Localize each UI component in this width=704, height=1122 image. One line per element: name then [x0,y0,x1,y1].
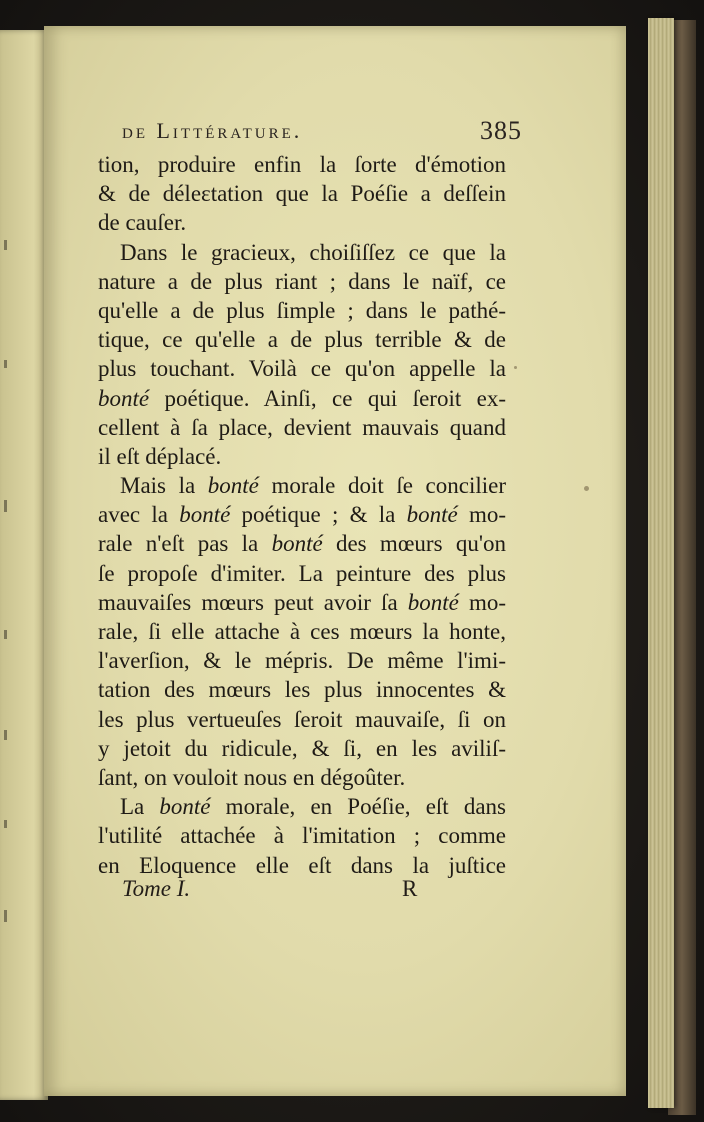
italic-term: bonté [407,589,459,615]
text-line: y jetoit du ridicule, & ſi, en les aviliſ- [98,735,506,761]
text-line: mauvaiſes mœurs peut avoir ſa bonté mo- [98,589,506,615]
text-line: avec la bonté poétique ; & la bonté mo- [98,502,506,528]
volume-signature: Tome I. [122,876,191,901]
italic-term: bonté [207,473,259,499]
body-text [98,150,506,880]
italic-term: bonté [271,531,323,557]
text-line: qu'elle a de plus ſimple ; dans le pathé- [98,297,506,323]
italic-term: bonté [406,502,458,528]
paragraph-start-line: Dans le gracieux, choiſiſſez ce que la [120,239,506,265]
text-line: nature a de plus riant ; dans le naïf, ce [98,268,506,294]
italic-term: bonté [98,385,150,411]
text-line: ſe propoſe d'imiter. La peinture des plus [98,560,506,586]
facing-page-edge [0,30,48,1100]
italic-term: bonté [159,794,211,820]
text-line: bonté poétique. Ainſi, ce qui ſeroit ex- [98,385,506,411]
foxing-spot [514,366,517,369]
text-line: cellent à ſa place, devient mauvais quand [98,414,506,440]
page-number: 385 [480,116,522,145]
paragraph-start-line: Mais la bonté morale doit ſe concilier [120,473,506,499]
text-line: rale n'eſt pas la bonté des mœurs qu'on [98,531,506,557]
text-line: tation des mœurs les plus innocentes & [98,677,506,703]
page-footer [122,876,422,908]
paragraph-start-line: La bonté morale, en Poéſie, eſt dans [120,794,507,820]
text-line: tion, produire enfin la ſorte d'émotion [98,152,506,177]
text-line: & de déleɛtation que la Poéſie a deſſein [98,181,506,207]
text-line: tique, ce qu'elle a de plus terrible & de [98,327,506,353]
text-line: rale, ſi elle attache à ces mœurs la honte, [98,619,506,644]
running-title: de Littérature. [122,118,303,143]
text-line: de cauſer. [98,210,187,236]
text-line: plus touchant. Voilà ce qu'on appelle la [98,356,506,382]
text-line: l'utilité attachée à l'imitation ; comme [98,823,506,849]
text-line: l'averſion, & le mépris. De même l'imi- [98,648,506,674]
page-header [122,118,522,148]
text-line: les plus vertueuſes ſeroit mauvaiſe, ſi on [98,706,506,732]
signature-mark: R [402,876,418,901]
text-line: il eſt déplacé. [98,443,222,469]
italic-term: bonté [179,502,231,528]
text-line: en Eloquence elle eſt dans la juſtice [98,852,506,878]
foxing-spot [584,486,589,491]
text-line: ſant, on vouloit nous en dégoûter. [98,764,406,790]
page-block-edges [648,18,674,1108]
